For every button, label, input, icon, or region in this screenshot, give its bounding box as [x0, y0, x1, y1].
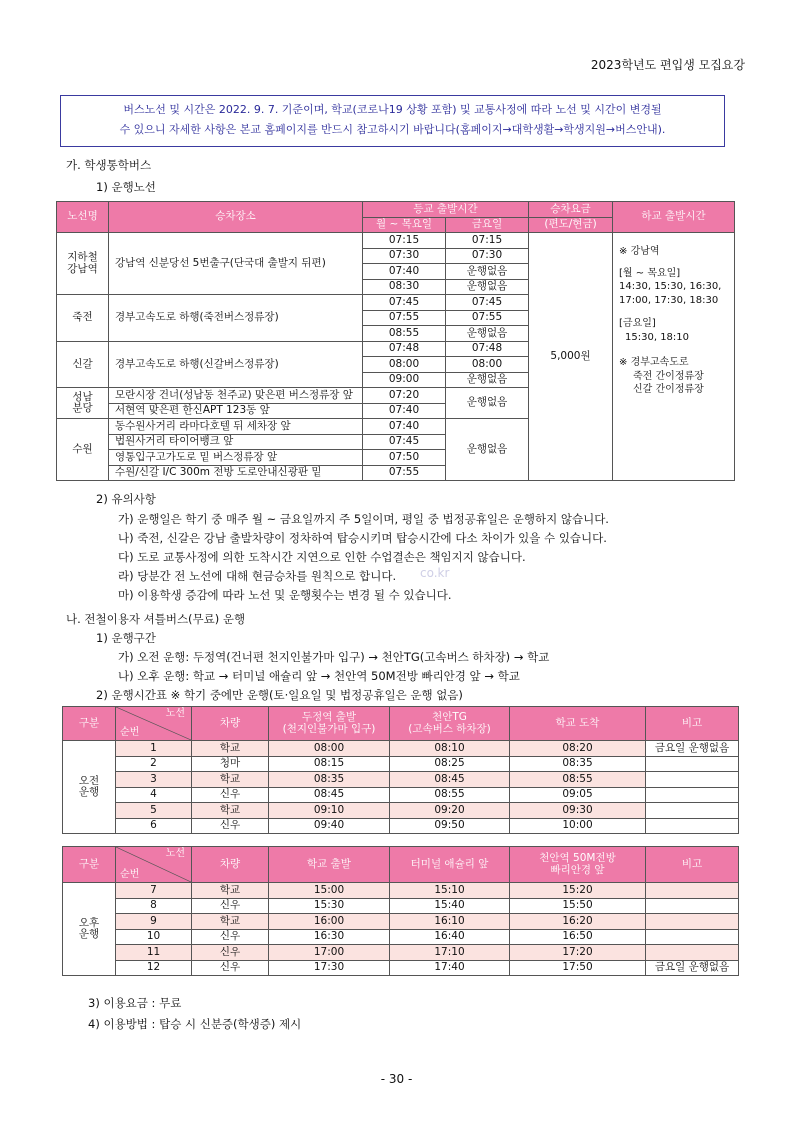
pm-label: 오후 운행	[63, 883, 116, 976]
cell: 15:50	[510, 898, 646, 914]
cell: 09:05	[510, 787, 646, 803]
cell: 10:00	[510, 818, 646, 834]
cell: 신우	[192, 929, 269, 945]
time-cell: 07:48	[363, 341, 446, 357]
cell: 10	[116, 929, 192, 945]
th-route-seq: 노선 순번	[116, 847, 192, 883]
th-monthu: 월 ~ 목요일	[363, 218, 446, 233]
cell: 1	[116, 741, 192, 757]
stop-item: 영통입구고가도로 밑 버스정류장 앞	[109, 450, 363, 466]
cell: 3	[116, 772, 192, 788]
time-cell: 07:40	[363, 419, 446, 435]
cell: 7	[116, 883, 192, 899]
route-jukjeon: 죽전	[57, 295, 109, 342]
th-fare: 승차요금	[529, 202, 613, 218]
caution-item: 다) 도로 교통사정에 의한 도착시간 지연으로 인한 수업결손은 책임지지 않습니다.	[118, 550, 526, 564]
th-fare2: (편도/현금)	[529, 218, 613, 233]
cell	[646, 929, 739, 945]
cell	[646, 945, 739, 961]
time-cell: 07:55	[363, 465, 446, 481]
cell: 15:30	[269, 898, 390, 914]
page-number: - 30 -	[380, 1072, 413, 1086]
th-fri: 금요일	[446, 218, 529, 233]
cell: 08:15	[269, 756, 390, 772]
notice-box	[60, 95, 725, 147]
cell	[646, 914, 739, 930]
time-cell: 운행없음	[446, 326, 529, 342]
cell: 16:30	[269, 929, 390, 945]
cell: 학교	[192, 883, 269, 899]
stop-singal: 경부고속도로 하행(신갈버스정류장)	[109, 341, 363, 388]
th-car: 차량	[192, 707, 269, 741]
section-na-sub2: 2) 운행시간표 ※ 학기 중에만 운행(토·일요일 및 법정공휴일은 운행 없음)	[96, 688, 463, 702]
cell: 학교	[192, 772, 269, 788]
route-gangnam: 지하철 강남역	[57, 233, 109, 295]
th-c2: 천안TG (고속버스 하차장)	[390, 707, 510, 741]
caution-item: 가) 운행일은 학기 중 매주 월 ~ 금요일까지 주 5일이며, 평일 중 법정공휴일은 운행하지 않습니다.	[118, 512, 609, 526]
fee-info: 3) 이용요금 : 무료	[88, 996, 182, 1010]
cell: 08:35	[269, 772, 390, 788]
cell: 학교	[192, 803, 269, 819]
time-cell: 07:15	[446, 233, 529, 249]
cell: 08:20	[510, 741, 646, 757]
pm-shuttle-table	[62, 846, 739, 976]
route-seongnam: 성남 분당	[57, 388, 109, 419]
cell: 11	[116, 945, 192, 961]
cell: 학교	[192, 741, 269, 757]
cell: 16:50	[510, 929, 646, 945]
th-div: 구분	[63, 847, 116, 883]
section-na-title: 나. 전철이용자 셔틀버스(무료) 운행	[66, 612, 246, 626]
time-cell: 07:40	[363, 264, 446, 280]
th-go: 등교 출발시간	[363, 202, 529, 218]
time-cell: 운행없음	[446, 372, 529, 388]
time-cell: 08:55	[363, 326, 446, 342]
th-c3: 천안역 50M전방 빠리안경 앞	[510, 847, 646, 883]
cell: 12	[116, 960, 192, 976]
stop-item: 동수원사거리 라마다호텔 뒤 세차장 앞	[109, 419, 363, 435]
am-shuttle-table	[62, 706, 739, 834]
time-cell: 07:40	[363, 403, 446, 419]
cell: 신우	[192, 818, 269, 834]
time-cell: 07:45	[363, 434, 446, 450]
th-car: 차량	[192, 847, 269, 883]
route-suwon: 수원	[57, 419, 109, 481]
cell: 09:30	[510, 803, 646, 819]
cell: 15:00	[269, 883, 390, 899]
cell: 17:20	[510, 945, 646, 961]
stop-item: 모란시장 건너(성남동 천주교) 맞은편 버스정류장 앞	[109, 388, 363, 404]
section-ga-title: 가. 학생통학버스	[66, 158, 152, 172]
stop-item: 서현역 맞은편 한신APT 123동 앞	[109, 403, 363, 419]
time-cell: 07:55	[446, 310, 529, 326]
time-cell: 08:00	[446, 357, 529, 373]
cell: 9	[116, 914, 192, 930]
cell: 08:25	[390, 756, 510, 772]
cell: 금요일 운행없음	[646, 741, 739, 757]
th-div: 구분	[63, 707, 116, 741]
route-table	[56, 201, 735, 481]
stop-item: 법원사거리 타이어뱅크 앞	[109, 434, 363, 450]
page-header: 2023학년도 편입생 모집요강	[590, 58, 745, 72]
time-cell: 08:30	[363, 279, 446, 295]
cell: 08:00	[269, 741, 390, 757]
time-cell: 07:45	[363, 295, 446, 311]
cell: 17:00	[269, 945, 390, 961]
cell: 17:10	[390, 945, 510, 961]
notice-line-2: 수 있으니 자세한 사항은 본교 홈페이지를 반드시 참고하시기 바랍니다(홈페이지→대학생활→학생지원→버스안내).	[119, 123, 666, 136]
route-subtitle: 1) 운행노선	[96, 180, 156, 194]
cell	[646, 898, 739, 914]
th-c3: 학교 도착	[510, 707, 646, 741]
th-c1: 학교 출발	[269, 847, 390, 883]
th-return: 하교 출발시간	[613, 202, 735, 233]
th-route-seq: 노선 순번	[116, 707, 192, 741]
time-cell: 운행없음	[446, 279, 529, 295]
cell: 09:10	[269, 803, 390, 819]
notice-line-1: 버스노선 및 시간은 2022. 9. 7. 기준이며, 학교(코로나19 상황 포함) 및 교통사정에 따라 노선 및 시간이 변경될	[123, 103, 662, 116]
time-cell: 07:55	[363, 310, 446, 326]
method-info: 4) 이용방법 : 탑승 시 신분증(학생증) 제시	[88, 1017, 302, 1031]
cell: 2	[116, 756, 192, 772]
cell: 08:55	[510, 772, 646, 788]
am-route: 가) 오전 운행: 두정역(건너편 천지인불가마 입구) → 천안TG(고속버스 하차장) → 학교	[118, 650, 550, 664]
stop-item: 수원/신갈 I/C 300m 전방 도로안내신광판 밑	[109, 465, 363, 481]
cell	[646, 803, 739, 819]
caution-item: 나) 죽전, 신갈은 강남 출발차량이 정차하여 탑승시키며 탑승시간에 다소 차이가 있을 수 있습니다.	[118, 531, 607, 545]
cell: 08:45	[269, 787, 390, 803]
cell: 17:50	[510, 960, 646, 976]
cell	[646, 787, 739, 803]
route-singal: 신갈	[57, 341, 109, 388]
th-c2: 터미널 애슐리 앞	[390, 847, 510, 883]
section-na-sub1: 1) 운행구간	[96, 631, 156, 645]
cell	[646, 756, 739, 772]
cell: 학교	[192, 914, 269, 930]
th-note: 비고	[646, 847, 739, 883]
cell: 6	[116, 818, 192, 834]
watermark: co.kr	[420, 566, 450, 580]
cell: 09:50	[390, 818, 510, 834]
cell: 08:45	[390, 772, 510, 788]
time-cell: 07:20	[363, 388, 446, 404]
th-route: 노선명	[57, 202, 109, 233]
time-cell: 07:15	[363, 233, 446, 249]
cell	[646, 772, 739, 788]
time-cell: 09:00	[363, 372, 446, 388]
th-c1: 두정역 출발 (천지인불가마 입구)	[269, 707, 390, 741]
cell: 신우	[192, 960, 269, 976]
caution-item: 라) 당분간 전 노선에 대해 현금승차를 원칙으로 합니다.	[118, 569, 397, 583]
cell: 15:10	[390, 883, 510, 899]
am-label: 오전 운행	[63, 741, 116, 834]
time-cell: 07:30	[446, 248, 529, 264]
time-cell: 운행없음	[446, 264, 529, 280]
time-cell: 운행없음	[446, 419, 529, 481]
cell: 09:20	[390, 803, 510, 819]
stop-gangnam: 강남역 신분당선 5번출구(단국대 출발지 뒤편)	[109, 233, 363, 295]
cell: 09:40	[269, 818, 390, 834]
th-stop: 승차장소	[109, 202, 363, 233]
time-cell: 07:30	[363, 248, 446, 264]
cell: 16:00	[269, 914, 390, 930]
cell: 08:10	[390, 741, 510, 757]
time-cell: 07:50	[363, 450, 446, 466]
cell: 08:55	[390, 787, 510, 803]
cell: 5	[116, 803, 192, 819]
time-cell: 07:45	[446, 295, 529, 311]
cell: 08:35	[510, 756, 646, 772]
cell	[646, 883, 739, 899]
cell: 금요일 운행없음	[646, 960, 739, 976]
time-cell: 07:48	[446, 341, 529, 357]
cell: 17:40	[390, 960, 510, 976]
caution-item: 마) 이용학생 증감에 따라 노선 및 운행횟수는 변경 될 수 있습니다.	[118, 588, 452, 602]
cautions-title: 2) 유의사항	[96, 492, 156, 506]
time-cell: 운행없음	[446, 388, 529, 419]
cell: 16:10	[390, 914, 510, 930]
cell: 신우	[192, 898, 269, 914]
cell: 청마	[192, 756, 269, 772]
stop-jukjeon: 경부고속도로 하행(죽전버스정류장)	[109, 295, 363, 342]
pm-route: 나) 오후 운행: 학교 → 터미널 애슐리 앞 → 천안역 50M전방 빠리안경 앞 → 학교	[118, 669, 520, 683]
th-note: 비고	[646, 707, 739, 741]
cell: 16:20	[510, 914, 646, 930]
cell	[646, 818, 739, 834]
cell: 17:30	[269, 960, 390, 976]
cell: 8	[116, 898, 192, 914]
cell: 15:20	[510, 883, 646, 899]
cell: 16:40	[390, 929, 510, 945]
cell: 4	[116, 787, 192, 803]
fare-value: 5,000원	[529, 233, 613, 481]
return-times: ※ 강남역 [월 ~ 목요일] 14:30, 15:30, 16:30, 17:00, 17:30, 18:30 [금요일] 15:30, 18:10 ※ 경부고속도로 죽전 간이정류장 신갈 간이정류장	[613, 233, 735, 481]
cell: 신우	[192, 945, 269, 961]
cell: 15:40	[390, 898, 510, 914]
cell: 신우	[192, 787, 269, 803]
time-cell: 08:00	[363, 357, 446, 373]
